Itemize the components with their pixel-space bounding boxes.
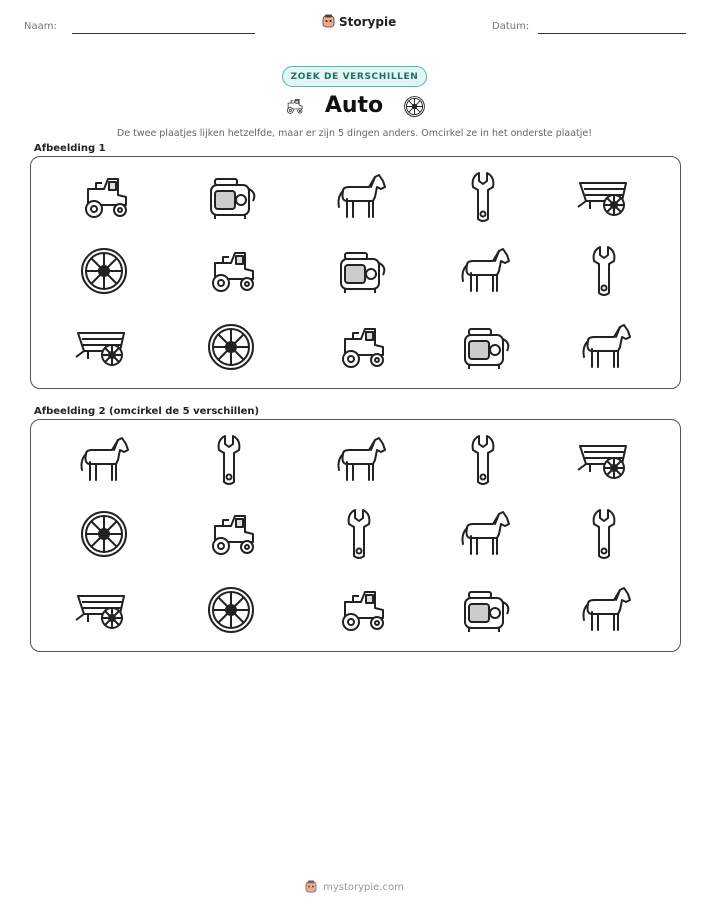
storypie-mascot-icon — [305, 880, 317, 894]
picture2-label: Afbeelding 2 (omcirkel de 5 verschillen) — [34, 406, 260, 417]
wheel-icon[interactable] — [74, 241, 134, 301]
tractor-icon[interactable] — [331, 580, 391, 640]
cart-icon[interactable] — [74, 317, 134, 377]
horse-icon[interactable] — [74, 430, 134, 490]
tractor-icon[interactable] — [74, 167, 134, 227]
tractor-icon[interactable] — [201, 504, 261, 564]
instructions-text: De twee plaatjes lijken hetzelfde, maar er zijn 5 dingen anders. Omcirkel ze in het onderste plaatje! — [116, 128, 593, 139]
date-label: Datum: — [492, 21, 530, 32]
wrench-icon[interactable] — [576, 504, 636, 564]
brand-logo — [322, 14, 396, 29]
tractor-icon[interactable] — [201, 241, 261, 301]
title-wheel-icon — [401, 93, 428, 120]
horse-icon[interactable] — [576, 317, 636, 377]
cart-icon[interactable] — [74, 580, 134, 640]
wrench-icon[interactable] — [331, 504, 391, 564]
wrench-icon[interactable] — [576, 241, 636, 301]
cart-icon[interactable] — [576, 167, 636, 227]
footer — [0, 880, 709, 894]
wheel-icon[interactable] — [201, 317, 261, 377]
brand-name: Storypie — [339, 14, 397, 29]
title-tractor-icon — [280, 95, 308, 117]
page-title: Auto — [324, 93, 384, 118]
worksheet-type-badge: ZOEK DE VERSCHILLEN — [282, 66, 427, 87]
date-field-line[interactable] — [538, 33, 686, 34]
wrench-icon[interactable] — [201, 430, 261, 490]
picture1-frame — [30, 156, 681, 389]
wrench-icon[interactable] — [455, 167, 515, 227]
generator-icon[interactable] — [455, 317, 515, 377]
wheel-icon[interactable] — [74, 504, 134, 564]
horse-icon[interactable] — [576, 580, 636, 640]
generator-icon[interactable] — [455, 580, 515, 640]
name-label: Naam: — [24, 21, 57, 32]
name-field-line[interactable] — [72, 33, 255, 34]
horse-icon[interactable] — [455, 504, 515, 564]
horse-icon[interactable] — [331, 430, 391, 490]
horse-icon[interactable] — [331, 167, 391, 227]
picture2-frame — [30, 419, 681, 652]
tractor-icon[interactable] — [331, 317, 391, 377]
generator-icon[interactable] — [331, 241, 391, 301]
storypie-mascot-icon — [322, 14, 335, 29]
wheel-icon[interactable] — [201, 580, 261, 640]
wrench-icon[interactable] — [455, 430, 515, 490]
generator-icon[interactable] — [201, 167, 261, 227]
footer-url[interactable]: mystorypie.com — [323, 881, 404, 893]
picture1-label: Afbeelding 1 — [34, 143, 106, 154]
horse-icon[interactable] — [455, 241, 515, 301]
cart-icon[interactable] — [576, 430, 636, 490]
